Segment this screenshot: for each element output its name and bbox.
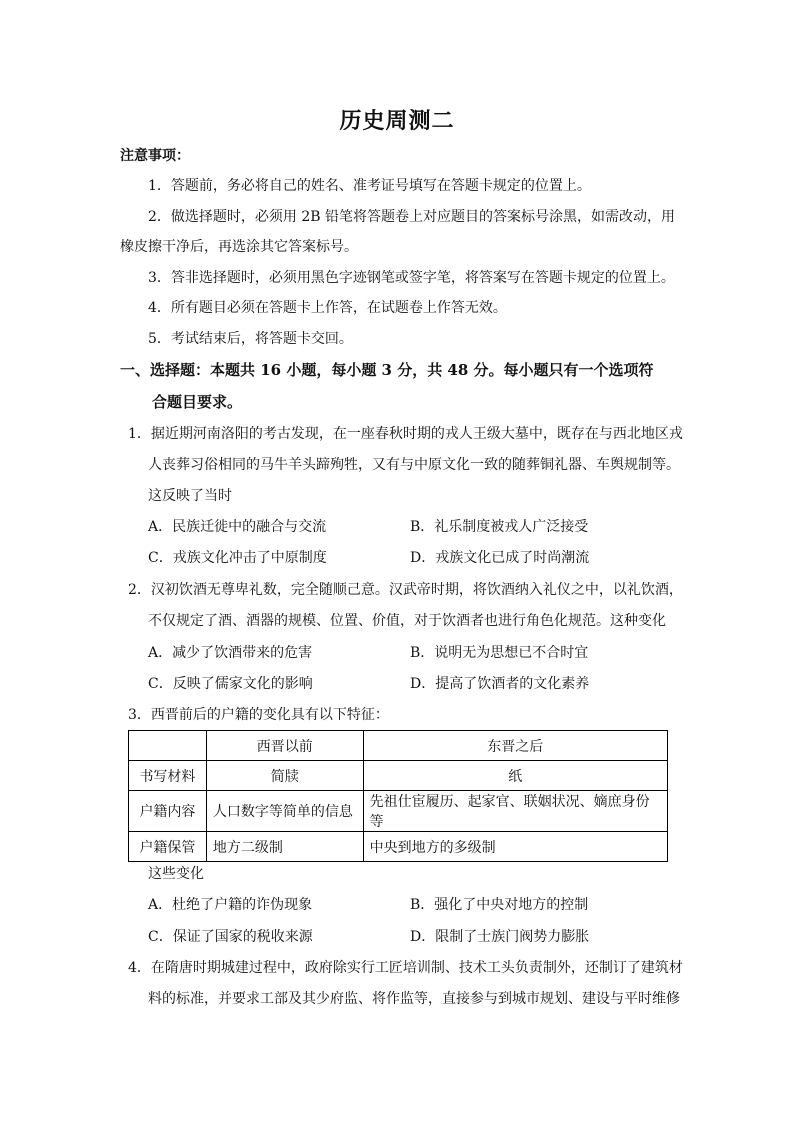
- question-3-stem: 3．西晋前后的户籍的变化具有以下特征：: [128, 707, 389, 723]
- question-3-tail: 这些变化: [148, 866, 204, 882]
- section-heading-continued: 合题目要求。: [152, 393, 243, 411]
- table-row-label: 书写材料: [129, 761, 207, 791]
- notice-item-continued: 橡皮擦干净后，再选涂其它答案标号。: [120, 239, 358, 255]
- notice-item: 4．所有题目必须在答题卡上作答，在试题卷上作答无效。: [148, 300, 507, 316]
- question-1-option-b: B．礼乐制度被戎人广泛接受: [410, 519, 589, 535]
- notice-heading: 注意事项：: [120, 148, 190, 164]
- question-1-option-c: C．戎族文化冲击了中原制度: [148, 550, 327, 566]
- question-4-stem: 料的标准，并要求工部及其少府监、将作监等，直接参与到城市规划、建设与平时维修: [148, 991, 680, 1007]
- table-cell: 人口数字等简单的信息: [206, 791, 363, 832]
- table-cell: 先祖仕宦履历、起家官、联姻状况、嫡庶身份等: [363, 791, 667, 832]
- table-row: [129, 761, 668, 791]
- table-cell: 纸: [363, 761, 667, 791]
- question-3-option-d: D．限制了士族门阀势力膨胀: [410, 929, 590, 945]
- question-3-option-b: B．强化了中央对地方的控制: [410, 897, 589, 913]
- question-2-option-a: A．减少了饮酒带来的危害: [148, 645, 313, 661]
- question-3-option-a: A．杜绝了户籍的诈伪现象: [148, 897, 313, 913]
- table-row-label: 户籍保管: [129, 832, 207, 862]
- question-2-option-d: D．提高了饮酒者的文化素养: [410, 676, 590, 692]
- question-2-option-c: C．反映了儒家文化的影响: [148, 676, 313, 692]
- notice-item: 1．答题前，务必将自己的姓名、准考证号填写在答题卡规定的位置上。: [148, 178, 591, 194]
- section-heading: 一、选择题：本题共 16 小题，每小题 3 分，共 48 分。每小题只有一个选项符: [120, 361, 654, 379]
- table-row: [129, 791, 668, 832]
- table-row: [129, 832, 668, 862]
- table-cell: 简牍: [206, 761, 363, 791]
- page-title: 历史周测二: [339, 108, 455, 134]
- table-cell: 中央到地方的多级制: [363, 832, 667, 862]
- question-3-option-c: C．保证了国家的税收来源: [148, 929, 313, 945]
- table-cell: 地方二级制: [206, 832, 363, 862]
- question-1-stem: 人丧葬习俗相同的马牛羊头蹄殉牲，又有与中原文化一致的随葬铜礼器、车舆规制等。: [148, 457, 680, 473]
- table-row-label: 户籍内容: [129, 791, 207, 832]
- question-2-stem: 不仅规定了酒、酒器的规模、位置、价值，对于饮酒者也进行角色化规范。这种变化: [148, 613, 666, 629]
- table-header-cell: 西晋以前: [206, 731, 363, 761]
- table-cell: [129, 731, 207, 761]
- question-1-stem: 1．据近期河南洛阳的考古发现，在一座春秋时期的戎人王级大墓中，既存在与西北地区戎: [128, 426, 683, 442]
- table-header-cell: 东晋之后: [363, 731, 667, 761]
- table-header-row: [129, 731, 668, 761]
- question-1-option-a: A．民族迁徙中的融合与交流: [148, 519, 327, 535]
- notice-item: 2．做选择题时，必须用 2B 铅笔将答题卷上对应题目的答案标号涂黑，如需改动，用: [148, 209, 676, 225]
- question-2-option-b: B．说明无为思想已不合时宜: [410, 645, 589, 661]
- question-2-stem: 2．汉初饮酒无尊卑礼数，完全随顺己意。汉武帝时期，将饮酒纳入礼仪之中，以礼饮酒，: [128, 582, 683, 598]
- household-register-table: [128, 730, 668, 862]
- notice-item: 3．答非选择题时，必须用黑色字迹钢笔或签字笔，将答案写在答题卡规定的位置上。: [148, 270, 675, 286]
- notice-item: 5．考试结束后，将答题卡交回。: [148, 331, 353, 347]
- question-1-stem: 这反映了当时: [148, 488, 232, 504]
- question-4-stem: 4．在隋唐时期城建过程中，政府除实行工匠培训制、技术工头负责制外，还制订了建筑材: [128, 960, 683, 976]
- question-1-option-d: D．戎族文化已成了时尚潮流: [410, 550, 590, 566]
